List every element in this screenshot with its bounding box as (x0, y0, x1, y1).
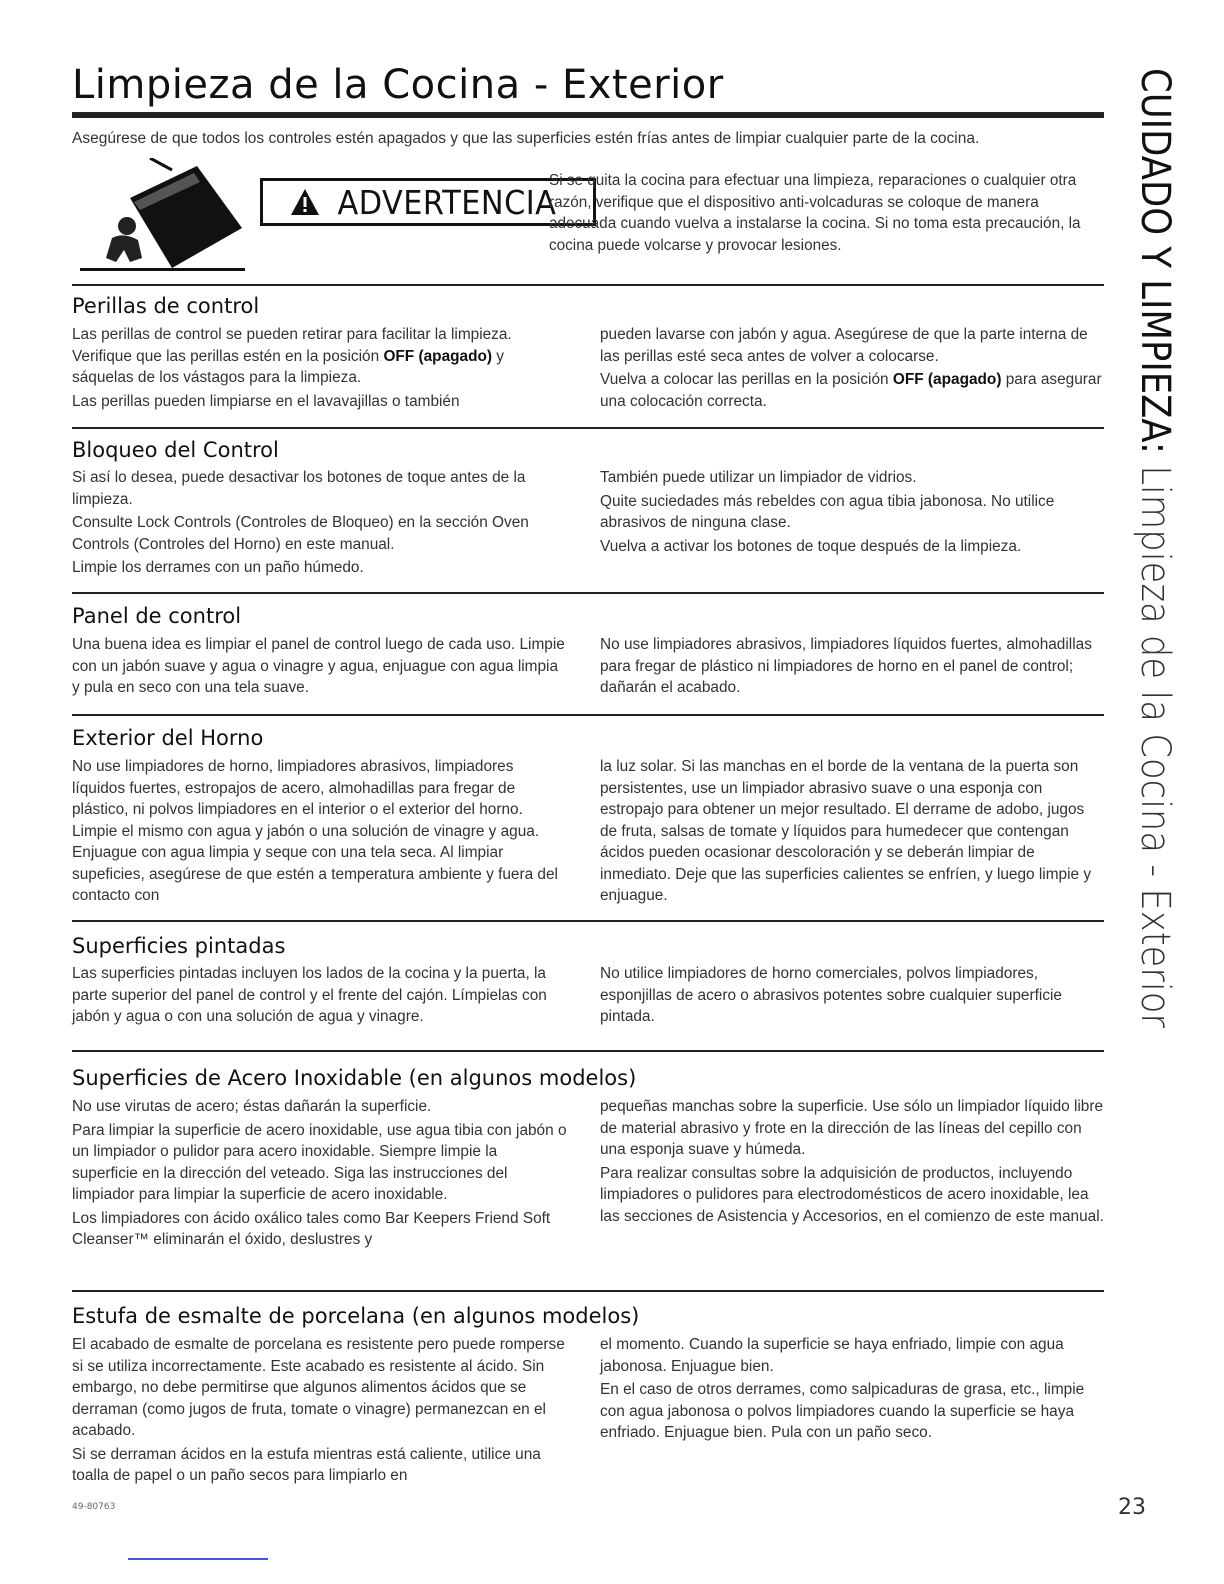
paragraph: Para limpiar la superficie de acero inoxidable, use agua tibia con jabón o un limpiador o pulidor para acero inoxidable. Siempre limpie la superficie en la dirección del veteado. Siga las instrucciones del limpiador para limpiar la superficie de acero inoxidable. (72, 1121, 567, 1203)
paragraph: Si así lo desea, puede desactivar los botones de toque antes de la limpieza. (72, 469, 526, 508)
paragraph: pequeñas manchas sobre la superficie. Use sólo un limpiador líquido libre de material abrasivo y frote en la dirección de las líneas del cepillo con una esponja suave y húmeda. (600, 1098, 1104, 1158)
paragraph: No use limpiadores abrasivos, limpiadores líquidos fuertes, almohadillas para fregar de plástico ni limpiadores de horno en el panel de control; dañarán el acabado. (600, 636, 1092, 696)
pintadas-right-column (600, 963, 1105, 1030)
section-heading-acero: Superficies de Acero Inoxidable (en algunos modelos) (72, 1066, 637, 1090)
intro-text: Asegúrese de que todos los controles estén apagados y que las superficies estén frías antes de limpiar cualquier parte de la cocina. (72, 130, 980, 147)
paragraph: No use limpiadores de horno, limpiadores abrasivos, limpiadores líquidos fuertes, estropajos de acero, almohadillas para fregar de plástico, ni polvos limpiadores en el interior o el exterior del horno. Limpie el mismo con agua y jabón o una solución de vinagre y agua. Enjuague con agua limpia y seque con una tela seca. Al limpiar supeficies, asegúrese de que estén a temperatura ambiente y fuera del contacto con (72, 758, 558, 904)
paragraph: la luz solar. Si las manchas en el borde de la ventana de la puerta son persistentes, use un limpiador abrasivo suave o una esponja con estropajo para obtener un mejor resultado. El derrame de adobo, jugos de fruta, salsas de tomate y líquidos para humedecer que contengan ácidos pueden ocasionar descoloración y se deberán limpiar de inmediato. Deje que las superficies calientes se enfríen, y luego limpie y enjuague. (600, 758, 1092, 904)
acero-right-column (600, 1096, 1105, 1229)
paragraph: En el caso de otros derrames, como salpicaduras de grasa, etc., limpie con agua jabonosa o polvos limpiadores cuando la superficie se haya enfriado. Enjuague bien. Pula con un paño seco. (600, 1381, 1085, 1441)
warning-triangle-icon (290, 188, 320, 216)
footer-accent-line (128, 1558, 268, 1560)
paragraph (600, 369, 1105, 412)
porcelana-left-column (72, 1334, 567, 1489)
panel-right-column (600, 634, 1105, 701)
text-span: Las perillas de control se pueden retirar para facilitar la limpieza. Verifique que las perillas estén en la posición (72, 326, 512, 365)
paragraph: Vuelva a activar los botones de toque después de la limpieza. (600, 537, 1022, 555)
bloqueo-left-column (72, 467, 567, 581)
section-divider (72, 1290, 1104, 1292)
perillas-left-column (72, 324, 567, 414)
paragraph: Para realizar consultas sobre la adquisición de productos, incluyendo limpiadores o pulidores para electrodomésticos de acero inoxidable, lea las secciones de Asistencia y Accesorios, en el comienzo de este manual. (600, 1164, 1104, 1225)
paragraph (72, 324, 567, 389)
paragraph: Las perillas pueden limpiarse en el lavavajillas o también (72, 392, 460, 410)
title-rule (72, 112, 1104, 118)
warning-text: Si se quita la cocina para efectuar una limpieza, reparaciones o cualquier otra razón, verifique que el dispositivo anti-volcaduras se coloque de manera adecuada cuando vuelva a instalarse la cocina. Si no toma esta precaución, la cocina puede volcarse y provocar lesiones. (549, 172, 1081, 254)
acero-left-column (72, 1096, 567, 1253)
paragraph: Una buena idea es limpiar el panel de control luego de cada uso. Limpie con un jabón suave y agua o vinagre y agua, enjuague con agua limpia y pula en seco con una tela suave. (72, 636, 565, 696)
warning-word: ADVERTENCIA (337, 182, 557, 222)
paragraph: El acabado de esmalte de porcelana es resistente pero puede romperse si se utiliza incorrectamente. Este acabado es resistente al ácido. Sin embargo, no debe permitirse que algunos alimentos ácidos que se derraman (como jugos de fruta, tomate o vinagre) permanezcan en el acabado. (72, 1336, 565, 1439)
bold-text: OFF (apagado) (892, 371, 1002, 388)
document-code: 49-80763 (72, 1502, 116, 1512)
paragraph: Los limpiadores con ácido oxálico tales como Bar Keepers Friend Soft Cleanser™ eliminarán el óxido, deslustres y (72, 1209, 551, 1248)
section-heading-porcelana: Estufa de esmalte de porcelana (en algunos modelos) (72, 1304, 640, 1328)
text-span: y sáquelas de los vástagos para la limpieza. (72, 347, 505, 386)
perillas-right-column (600, 324, 1105, 414)
side-tab-bold: CUIDADO Y LIMPIEZA: (1132, 68, 1178, 504)
paragraph: No utilice limpiadores de horno comerciales, polvos limpiadores, esponjillas de acero o abrasivos potentes sobre cualquier superficie pintada. (600, 965, 1062, 1025)
horno-right-column (600, 756, 1105, 909)
section-heading-pintadas: Superficies pintadas (72, 934, 286, 958)
paragraph: Si se derraman ácidos en la estufa mientras está caliente, utilice una toalla de papel o un paño secos para limpiarlo en (72, 1445, 541, 1484)
section-heading-panel: Panel de control (72, 604, 242, 628)
horno-left-column (72, 756, 567, 909)
section-heading-bloqueo: Bloqueo del Control (72, 438, 279, 462)
paragraph: pueden lavarse con jabón y agua. Asegúrese de que la parte interna de las perillas esté seca antes de volver a colocarse. (600, 326, 1088, 365)
side-tab-light: Limpieza de la Cocina - Exterior (1132, 453, 1178, 1040)
section-divider (72, 1050, 1104, 1052)
page-number: 23 (1118, 1495, 1146, 1520)
section-heading-horno: Exterior del Horno (72, 726, 264, 750)
vertical-section-tab (1130, 60, 1190, 1040)
paragraph: Limpie los derrames con un paño húmedo. (72, 559, 364, 576)
warning-label (260, 178, 596, 226)
pintadas-left-column (72, 963, 567, 1030)
section-divider (72, 427, 1104, 429)
paragraph: el momento. Cuando la superficie se haya enfriado, limpie con agua jabonosa. Enjuague bien. (600, 1336, 1064, 1375)
warning-block (72, 158, 1112, 276)
section-heading-perillas: Perillas de control (72, 294, 260, 318)
bold-text: OFF (apagado) (383, 347, 493, 365)
porcelana-right-column (600, 1334, 1105, 1446)
section-divider (72, 592, 1104, 594)
section-divider (72, 284, 1104, 286)
paragraph: Consulte Lock Controls (Controles de Bloqueo) en la sección Oven Controls (Controles del Horno) en este manual. (72, 514, 529, 553)
svg-text:CUIDADO Y LIMPIEZA: Limpieza d (1132, 68, 1178, 1040)
panel-left-column (72, 634, 567, 701)
paragraph: También puede utilizar un limpiador de vidrios. (600, 469, 917, 486)
text-span: para asegurar una colocación correcta. (600, 371, 1102, 410)
text-span: Vuelva a colocar las perillas en la posición (600, 371, 893, 388)
section-divider (72, 714, 1104, 716)
paragraph: Las superficies pintadas incluyen los lados de la cocina y la puerta, la parte superior del panel de control y el frente del cajón. Límpielas con jabón y agua o con una solución de agua y vinagre. (72, 965, 547, 1025)
tip-over-illustration-icon (72, 158, 257, 276)
bloqueo-right-column (600, 467, 1105, 559)
section-divider (72, 920, 1104, 922)
paragraph: No use virutas de acero; éstas dañarán la superficie. (72, 1098, 432, 1115)
paragraph: Quite suciedades más rebeldes con agua tibia jabonosa. No utilice abrasivos de ninguna clase. (600, 492, 1055, 531)
page-title: Limpieza de la Cocina - Exterior (72, 62, 724, 108)
